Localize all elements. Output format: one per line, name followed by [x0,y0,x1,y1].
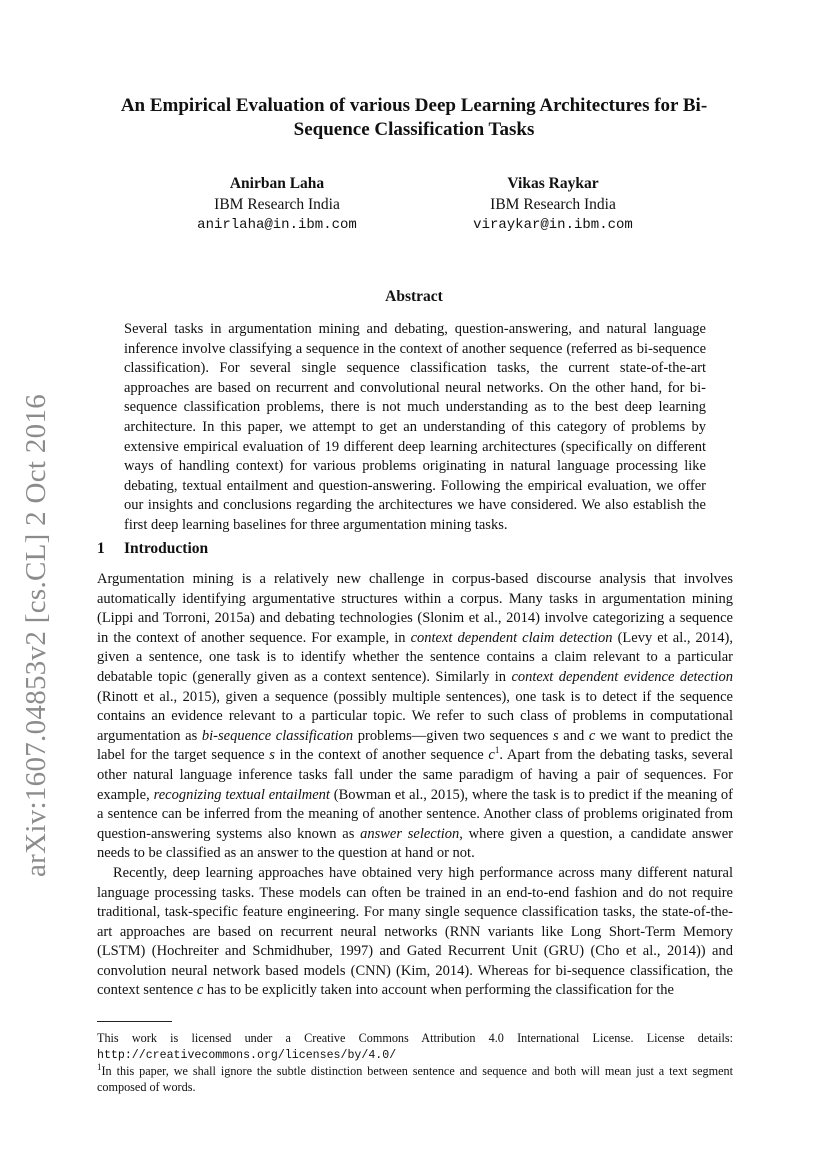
footnote-rule [97,1021,172,1022]
section-heading [97,540,208,558]
arxiv-stamp-text: arXiv:1607.04853v2 [cs.CL] 2 Oct 2016 [20,393,53,877]
section-title: Introduction [124,540,209,557]
math-var: c [588,727,596,744]
abstract-heading: Abstract [385,288,443,305]
abstract-body: Several tasks in argumentation mining and debating, question-answering, and natural language inference involve classifying a sequence in the context of another sequence (referred as bi-sequence classification). For several single sequence classification tasks, the current state-of-the-art approaches are based on recurrent and convolutional neural networks. On the other hand, for bi-sequence classification problems, there is not much understanding as to the best deep learning architecture. In this paper, we attempt to get an understanding of this category of problems by extensive empirical evaluation of 19 different deep learning architectures (specifically on different ways of handling context) for various problems originating in natural language processing like debating, textual entailment and question-answering. Following the empirical evaluation, we offer our insights and conclusions regarding the architectures we have considered. We also establish the first deep learning baselines for three argumentation mining tasks. [124,321,706,533]
author-block-2 [438,173,668,236]
paragraph: Argumentation mining is a relatively new challenge in corpus-based discourse analysis that involves automatically identifying argumentative structures within a corpus. Many tasks in argumentation mining (Lippi and Torroni, 2015a) and debating technologies (Slonim et al., 2014) involve categorizing a sequence in the context of another sequence. For example, in context dependent claim detection (Levy et al., 2014), given a sentence, one task is to identify whether the sentence contains a claim relevant to a particular debatable topic (generally given as a context sentence). Similarly in context dependent evidence detection (Rinott et al., 2015), given a sequence (possibly multiple sentences), one task is to detect if the sequence contains an evidence relevant to a particular topic. We refer to such class of problems in computational argumentation as bi-sequence classification problems—given two sequences s and c we want to predict the label for the target sequence s in the context of another sequence $c^1$. Apart from the debating tasks, several other natural language inference tasks fall under the same paradigm of having a pair of sequences. For example, recognizing textual entailment (Bowman et al., 2015), where the task is to predict if the meaning of a sentence can be inferred from the meaning of another sentence. Another class of problems originated from question-answering systems also known as answer selection, where given a question, a candidate answer needs to be classified as an answer to the question at hand or not. [97,571,733,862]
math-var: s [269,747,275,764]
math-var: c [196,982,204,999]
author-affiliation: IBM Research India [214,196,340,213]
paper-title: An Empirical Evaluation of various Deep Learning Architectures for Bi-Sequence Classification Tasks [120,95,708,140]
section-number: 1 [97,540,105,557]
footnote-1: $^1$In this paper, we shall ignore the subtle distinction between sentence and sequence and both will mean just a text segment composed of words. [97,1061,733,1094]
footnote-mark: 1 [97,1061,102,1072]
introduction-body [97,570,733,1001]
footnote-ref[interactable]: 1 [494,745,500,756]
emphasis: context dependent claim detection [410,629,613,646]
author-name: Anirban Laha [229,175,325,192]
emphasis: answer selection [360,825,460,842]
paragraph: Recently, deep learning approaches have obtained very high performance across many different natural language processing tasks. These models can often be trained in an end-to-end fashion and do not require traditional, task-specific feature engineering. For many single sequence classification tasks, the state-of-the-art approaches are based on recurrent neural networks (RNN variants like Long Short-Term Memory (LSTM) (Hochreiter and Schmidhuber, 1997) and Gated Recurrent Unit (GRU) (Cho et al., 2014)) and convolution neural network based models (CNN) (Kim, 2014). Whereas for bi-sequence classification, the context sentence c has to be explicitly taken into account when performing the classification for the [97,864,733,999]
emphasis: bi-sequence classification [201,727,354,744]
author-email: viraykar@in.ibm.com [473,217,633,233]
author-affiliation: IBM Research India [490,196,616,213]
author-block-1 [162,173,392,236]
license-footnote: This work is licensed under a Creative Commons Attribution 4.0 International License. License details: http://creativecommons.org/licenses/by/4.0/ [97,1031,733,1062]
author-name: Vikas Raykar [507,175,599,192]
math-var: c [488,747,495,764]
math-var: s [552,727,559,744]
emphasis: recognizing textual entailment [153,786,330,803]
license-url[interactable]: http://creativecommons.org/licenses/by/4.0/ [97,1048,397,1062]
author-email: anirlaha@in.ibm.com [197,217,357,233]
emphasis: context dependent evidence detection [511,668,733,685]
arxiv-stamp [17,370,57,900]
